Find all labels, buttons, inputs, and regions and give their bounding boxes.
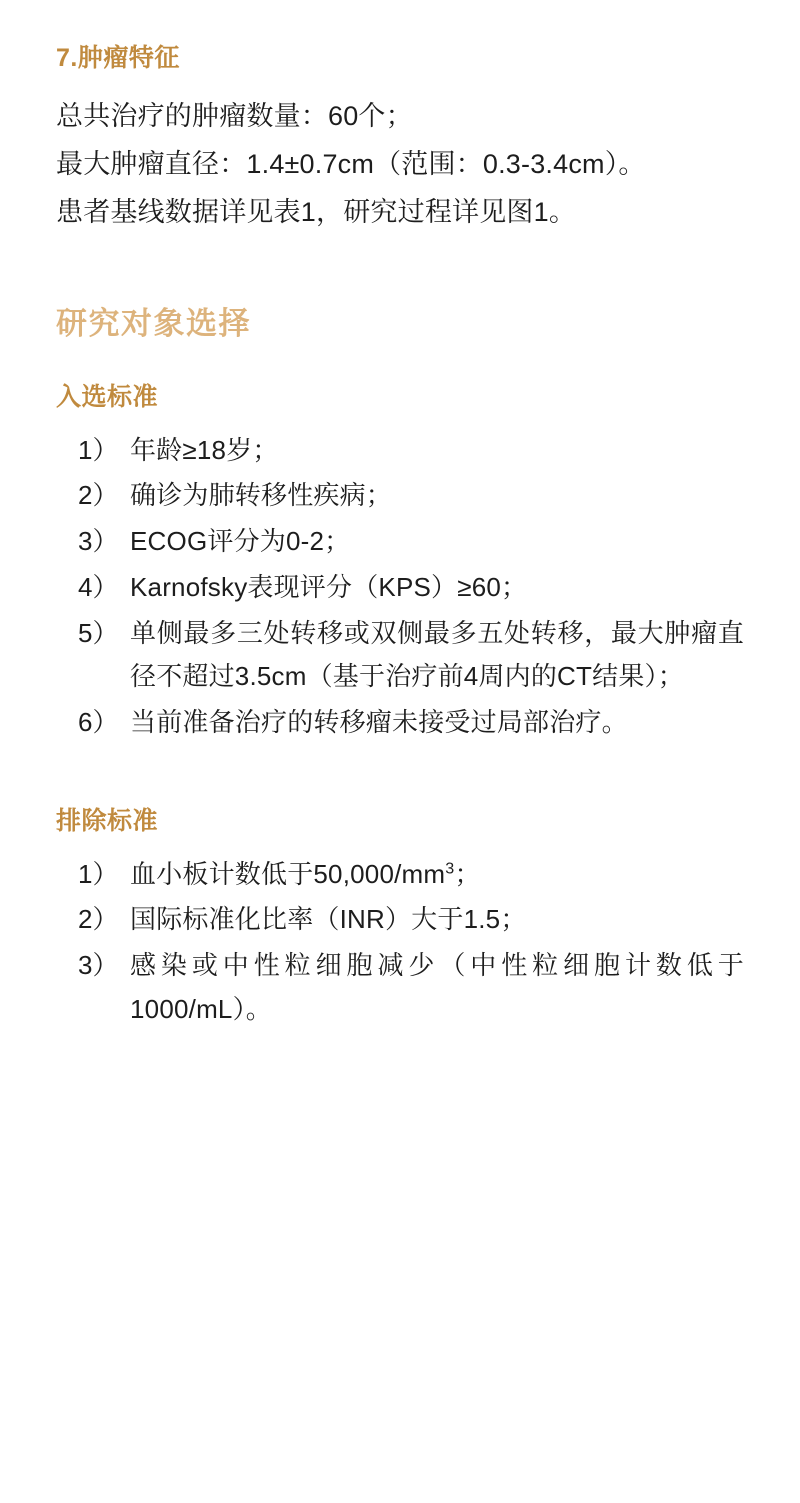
list-marker: 1） <box>78 858 119 889</box>
list-item <box>56 520 744 564</box>
list-item-text: 单侧最多三处转移或双侧最多五处转移，最大肿瘤直径不超过3.5cm（基于治疗前4周内的CT结果）； <box>130 617 744 692</box>
list-item-text: 国际标准化比率（INR）大于1.5； <box>130 904 527 935</box>
list-marker: 2） <box>78 904 119 935</box>
superscript: 3 <box>445 858 455 877</box>
exclusion-criteria-title: 排除标准 <box>56 806 159 835</box>
list-marker: 4） <box>78 571 119 602</box>
list-item <box>56 944 744 1031</box>
list-item-text: 感染或中性粒细胞减少（中性粒细胞计数低于1000/mL）。 <box>130 949 744 1024</box>
list-marker: 5） <box>78 617 119 648</box>
list-item-text-prefix: 血小板计数低于50,000/mm <box>130 858 446 889</box>
list-item <box>56 474 744 518</box>
inclusion-criteria-list <box>56 429 744 745</box>
tumor-count-paragraph: 总共治疗的肿瘤数量：60个； <box>56 100 413 131</box>
list-item <box>56 566 744 610</box>
list-item-text: Karnofsky表现评分（KPS）≥60； <box>130 571 528 602</box>
list-item-text-suffix: ； <box>454 858 481 889</box>
list-item <box>56 429 744 473</box>
list-item-text: ECOG评分为0-2； <box>130 526 351 557</box>
list-item-text: 确诊为肺转移性疾病； <box>130 480 393 511</box>
list-item <box>56 612 744 699</box>
list-marker: 6） <box>78 706 119 737</box>
inclusion-criteria-title: 入选标准 <box>56 382 159 411</box>
list-item <box>56 853 744 897</box>
list-item <box>56 701 744 745</box>
tumor-diameter-paragraph: 最大肿瘤直径：1.4±0.7cm（范围：0.3-3.4cm）。 <box>56 148 646 179</box>
subject-selection-title: 研究对象选择 <box>56 305 251 341</box>
list-item-text: 年龄≥18岁； <box>130 434 279 465</box>
tumor-characteristics-heading: 7.肿瘤特征 <box>56 44 180 72</box>
exclusion-criteria-list <box>56 853 744 1032</box>
list-item-text <box>130 853 744 897</box>
baseline-reference-paragraph: 患者基线数据详见表1，研究过程详见图1。 <box>56 197 577 228</box>
list-item <box>56 898 744 942</box>
list-marker: 3） <box>78 949 119 980</box>
list-marker: 2） <box>78 480 119 511</box>
list-item-text: 当前准备治疗的转移瘤未接受过局部治疗。 <box>130 706 628 737</box>
list-marker: 3） <box>78 526 119 557</box>
list-marker: 1） <box>78 434 119 465</box>
exclusion-criteria-section <box>56 801 744 1032</box>
